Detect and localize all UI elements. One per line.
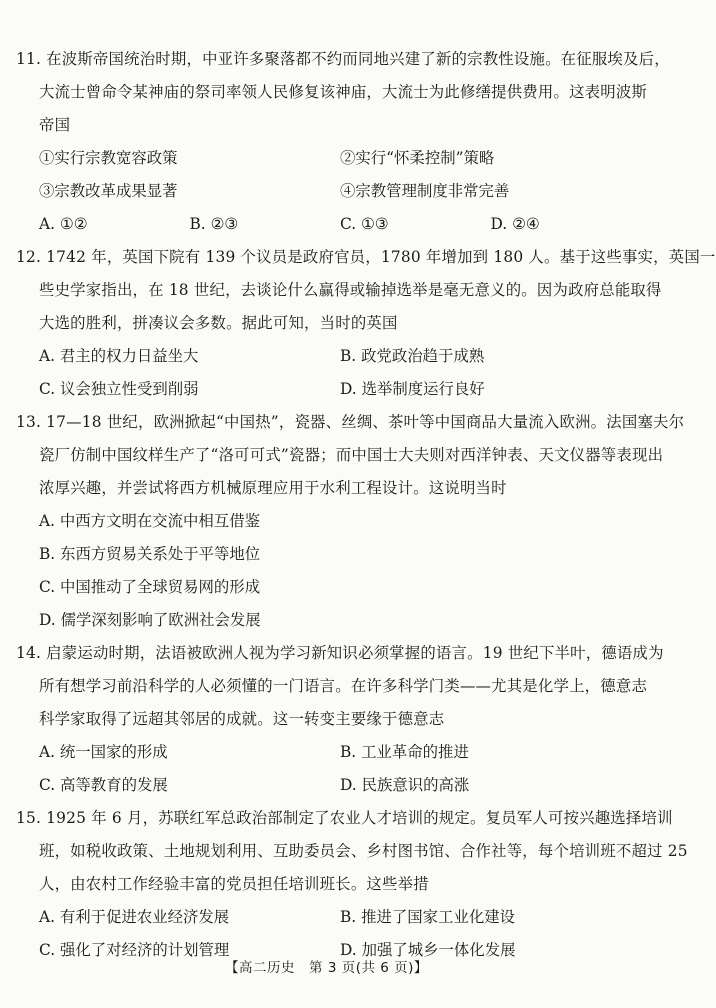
question-stem-line: 科学家取得了远超其邻居的成就。这一转变主要缘于德意志 (39, 710, 445, 728)
question-stem-line: 11. 在波斯帝国统治时期，中亚许多聚落都不约而同地兴建了新的宗教性设施。在征服埃及后， (16, 50, 670, 68)
option-d[interactable]: D. 儒学深刻影响了欧洲社会发展 (39, 611, 261, 629)
question-stem-line: 12. 1742 年，英国下院有 139 个议员是政府官员，1780 年增加到 180 人。基于这些事实，英国一 (16, 248, 716, 266)
option-c[interactable]: C. 高等教育的发展 (39, 776, 168, 794)
statement-item: ②实行“怀柔控制”策略 (340, 149, 495, 167)
option-a[interactable]: A. 有利于促进农业经济发展 (39, 908, 230, 926)
question-stem-line: 大选的胜利，拼凑议会多数。据此可知，当时的英国 (39, 314, 398, 332)
option-d[interactable]: D. 加强了城乡一体化发展 (340, 941, 516, 959)
question-stem-line: 瓷厂仿制中国纹样生产了“洛可可式”瓷器；而中国士大夫则对西洋钟表、天文仪器等表现出 (39, 446, 664, 464)
option-a[interactable]: A. 君主的权力日益坐大 (39, 347, 199, 365)
option-b[interactable]: B. ②③ (189, 215, 239, 233)
option-row (16, 604, 641, 637)
statement-item: ①实行宗教宽容政策 (39, 149, 178, 167)
question-11 (16, 43, 670, 241)
option-b[interactable]: B. 东西方贸易关系处于平等地位 (39, 545, 261, 563)
question-stem-line: 浓厚兴趣，并尝试将西方机械原理应用于水利工程设计。这说明当时 (39, 479, 507, 497)
statement-row (16, 175, 641, 208)
statement-item: ③宗教改革成果显著 (39, 182, 178, 200)
option-c[interactable]: C. 中国推动了全球贸易网的形成 (39, 578, 261, 596)
question-stem-line: 些史学家指出，在 18 世纪，去谈论什么赢得或输掉选举是毫无意义的。因为政府总能取得 (39, 281, 662, 299)
question-14 (16, 637, 664, 802)
option-d[interactable]: D. ②④ (490, 215, 540, 233)
question-stem-line: 班，如税收政策、土地规划利用、互助委员会、乡村图书馆、合作社等，每个培训班不超过 25 (39, 842, 688, 860)
option-row (16, 769, 641, 802)
statement-item: ④宗教管理制度非常完善 (340, 182, 510, 200)
option-row (16, 571, 641, 604)
question-stem-line: 13. 17—18 世纪，欧洲掀起“中国热”，瓷器、丝绸、茶叶等中国商品大量流入欧洲。法国塞夫尔 (16, 413, 685, 431)
option-a[interactable]: A. 中西方文明在交流中相互借鉴 (39, 512, 260, 530)
option-a[interactable]: A. 统一国家的形成 (39, 743, 168, 761)
option-a[interactable]: A. ①② (39, 215, 88, 233)
option-d[interactable]: D. 选举制度运行良好 (340, 380, 485, 398)
option-c[interactable]: C. 议会独立性受到削弱 (39, 380, 199, 398)
question-stem-line: 帝国 (39, 116, 71, 134)
option-c[interactable]: C. 强化了对经济的计划管理 (39, 941, 230, 959)
option-b[interactable]: B. 工业革命的推进 (340, 743, 469, 761)
page-footer: 【高二历史 第 3 页(共 6 页)】 (225, 960, 428, 976)
question-stem-line: 所有想学习前沿科学的人必须懂的一门语言。在许多科学门类——尤其是化学上，德意志 (39, 677, 648, 695)
option-b[interactable]: B. 推进了国家工业化建设 (340, 908, 516, 926)
option-b[interactable]: B. 政党政治趋于成熟 (340, 347, 485, 365)
option-d[interactable]: D. 民族意识的高涨 (340, 776, 470, 794)
option-row (16, 538, 641, 571)
question-stem-line: 15. 1925 年 6 月，苏联红军总政治部制定了农业人才培训的规定。复员军人可按兴趣选择培训 (16, 809, 673, 827)
question-stem-line: 14. 启蒙运动时期，法语被欧洲人视为学习新知识必须掌握的语言。19 世纪下半叶，德语成为 (16, 644, 664, 662)
option-row (16, 340, 641, 373)
question-13 (16, 406, 685, 637)
statement-row (16, 142, 641, 175)
question-stem-line: 人，由农村工作经验丰富的党员担任培训班长。这些举措 (39, 875, 429, 893)
option-row (16, 208, 641, 241)
option-row (16, 505, 641, 538)
option-row (16, 901, 641, 934)
option-c[interactable]: C. ①③ (340, 215, 389, 233)
option-row (16, 373, 641, 406)
option-row (16, 736, 641, 769)
question-12 (16, 241, 716, 406)
question-stem-line: 大流士曾命令某神庙的祭司率领人民修复该神庙，大流士为此修缮提供费用。这表明波斯 (39, 83, 648, 101)
question-15 (16, 802, 688, 967)
